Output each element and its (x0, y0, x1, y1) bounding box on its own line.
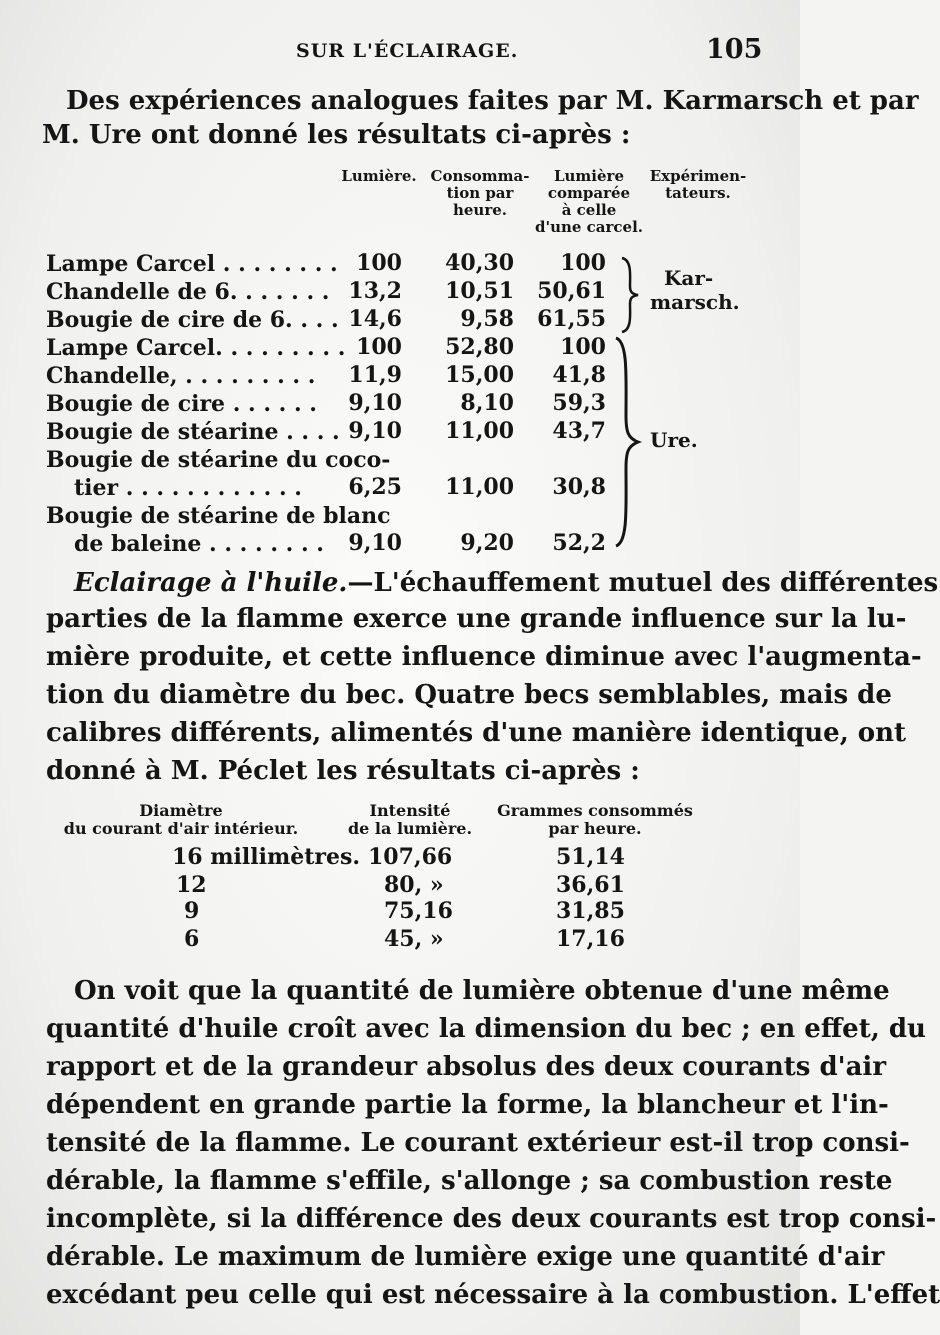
group-label-ure: Ure. (650, 428, 698, 452)
section-line: parties de la flamme exerce une grande influence sur la lu- (46, 604, 907, 634)
table-row-label: Lampe Carcel. . . . . . . . . (46, 335, 346, 361)
section-line: mière produite, et cette influence diminue avec l'augmenta- (46, 642, 922, 672)
table-cell: 45, » (384, 926, 444, 952)
page-number: 105 (706, 34, 763, 65)
table-cell: 11,00 (445, 474, 514, 500)
table-cell: 75,16 (384, 898, 453, 924)
table-cell: 80, » (384, 872, 444, 898)
table-row-label: Bougie de cire de 6. . . . (46, 307, 339, 333)
table-cell: 100 (560, 250, 606, 276)
table-cell: 52,2 (552, 530, 606, 556)
section-line: tion du diamètre du bec. Quatre becs semblables, mais de (46, 680, 892, 710)
table-cell: 36,61 (556, 872, 625, 898)
col-header-comparee: Lumière comparée à celle d'une carcel. (534, 167, 643, 236)
group-label-karmarsch-2: marsch. (650, 290, 740, 314)
table-cell: 61,55 (537, 306, 606, 332)
ure-brace-icon (612, 336, 644, 548)
table-cell: 100 (560, 334, 606, 360)
table-cell: 30,8 (552, 474, 606, 500)
section-first-line (74, 566, 938, 600)
table-row-label: Bougie de stéarine de blanc (46, 503, 391, 529)
col-header-lumiere: Lumière. (341, 167, 417, 185)
table-row-label: Chandelle, . . . . . . . . . (46, 363, 316, 389)
table-cell: 11,9 (348, 362, 402, 388)
table-row-label: de baleine . . . . . . . . (74, 531, 324, 557)
conclusion-line: quantité d'huile croît avec la dimension du bec ; en effet, du (46, 1014, 926, 1044)
section-line: donné à M. Péclet les résultats ci-après : (46, 756, 640, 786)
table-cell: 9,58 (460, 306, 514, 332)
conclusion-line: tensité de la flamme. Le courant extérieur est-il trop consi- (46, 1128, 910, 1158)
table-row-label: Bougie de stéarine . . . . (46, 419, 340, 445)
conclusion-line: dépendent en grande partie la forme, la blancheur et l'in- (46, 1090, 889, 1120)
table-cell: 9 (184, 898, 200, 924)
section-text: —L'échauffement mutuel des différentes (347, 568, 939, 598)
intro-line-1: Des expériences analogues faites par M. Karmarsch et par (66, 86, 919, 116)
table-row-label: tier . . . . . . . . . . . . (74, 475, 302, 501)
table-cell: 100 (356, 334, 402, 360)
karmarsch-brace-icon (618, 256, 642, 334)
col-header-intensite: Intensité de la lumière. (347, 801, 473, 838)
intro-line-2: M. Ure ont donné les résultats ci-après : (42, 120, 631, 150)
table-cell: 8,10 (460, 390, 514, 416)
table-cell: 9,20 (460, 530, 514, 556)
table-cell: 17,16 (556, 926, 625, 952)
table-cell: 9,10 (348, 390, 402, 416)
table-cell: 10,51 (445, 278, 514, 304)
table-cell: 59,3 (552, 390, 606, 416)
table-cell: 15,00 (445, 362, 514, 388)
table-cell: 6 (184, 926, 200, 952)
table-cell: 6,25 (348, 474, 402, 500)
table-row-label: Chandelle de 6. . . . . . . (46, 279, 330, 305)
table-row-label: Bougie de cire . . . . . . (46, 391, 317, 417)
col-header-consommation: Consomma- tion par heure. (430, 167, 530, 219)
conclusion-line: On voit que la quantité de lumière obtenue d'une même (74, 976, 890, 1006)
table-cell: 16 millimètres. (172, 844, 361, 870)
table-cell: 13,2 (348, 278, 402, 304)
table-cell: 51,14 (556, 844, 625, 870)
group-label-karmarsch-1: Kar- (664, 266, 714, 290)
table-cell: 9,10 (348, 530, 402, 556)
conclusion-line: dérable. Le maximum de lumière exige une quantité d'air (46, 1242, 885, 1272)
running-title: SUR L'ÉCLAIRAGE. (296, 40, 519, 62)
table-row-label: Lampe Carcel . . . . . . . . (46, 251, 338, 277)
section-line: calibres différents, alimentés d'une manière identique, ont (46, 718, 907, 748)
table-cell: 9,10 (348, 418, 402, 444)
table-cell: 41,8 (552, 362, 606, 388)
table-cell: 12 (176, 872, 207, 898)
table-cell: 31,85 (556, 898, 625, 924)
col-header-grammes: Grammes consommés par heure. (497, 801, 693, 838)
table-cell: 14,6 (348, 306, 402, 332)
table-cell: 43,7 (552, 418, 606, 444)
table-cell: 107,66 (368, 844, 453, 870)
col-header-experimentateurs: Expérimen- tateurs. (649, 167, 747, 202)
conclusion-line: rapport et de la grandeur absolus des deux courants d'air (46, 1052, 887, 1082)
conclusion-line: excédant peu celle qui est nécessaire à la combustion. L'effet (46, 1280, 940, 1310)
table-cell: 100 (356, 250, 402, 276)
table-cell: 11,00 (445, 418, 514, 444)
conclusion-line: incomplète, si la différence des deux courants est trop consi- (46, 1204, 937, 1234)
table-cell: 52,80 (445, 334, 514, 360)
table-cell: 40,30 (445, 250, 514, 276)
table-row-label: Bougie de stéarine du coco- (46, 447, 391, 473)
table-cell: 50,61 (537, 278, 606, 304)
col-header-diametre: Diamètre du courant d'air intérieur. (63, 801, 299, 838)
conclusion-line: dérable, la flamme s'effile, s'allonge ; sa combustion reste (46, 1166, 893, 1196)
section-heading: Eclairage à l'huile. (74, 568, 348, 598)
